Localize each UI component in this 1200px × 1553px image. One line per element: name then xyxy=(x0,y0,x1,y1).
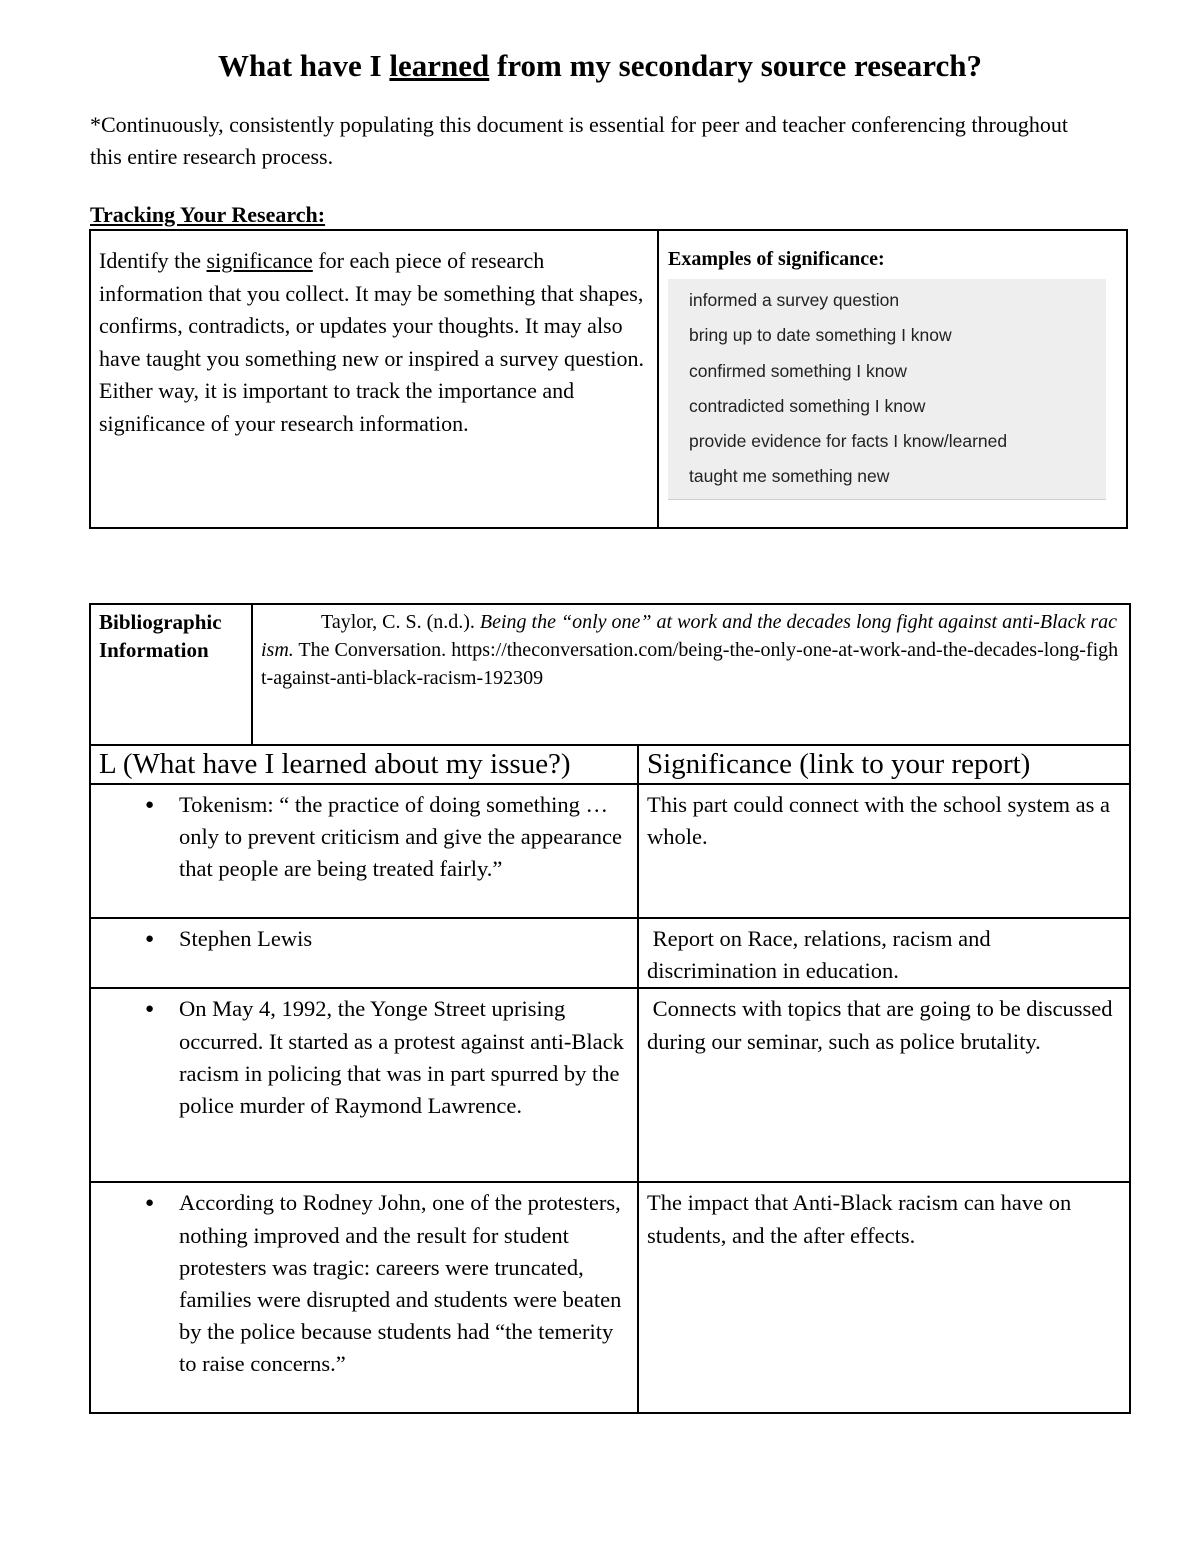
title-underlined-word: learned xyxy=(389,48,490,83)
example-item: contradicted something I know xyxy=(689,395,926,416)
tracking-table xyxy=(89,229,1128,529)
learned-cell xyxy=(90,1182,638,1413)
instructions-start: Identify the xyxy=(99,248,207,273)
table-row xyxy=(90,918,1130,988)
table-row xyxy=(90,988,1130,1182)
bibliography-table xyxy=(89,603,1131,746)
significance-cell: The impact that Anti-Black racism can have on students, and the after effects. xyxy=(638,1182,1130,1413)
intro-note: *Continuously, consistently populating this document is essential for peer and teacher conferencing throughout this entire research process. xyxy=(90,112,1068,169)
learning-table xyxy=(89,744,1131,1414)
significance-cell: Connects with topics that are going to be discussed during our seminar, such as police brutality. xyxy=(638,988,1130,1182)
learned-bullet: ● Tokenism: “ the practice of doing something …only to prevent criticism and give the appearance that people are being treated fairly.” xyxy=(99,785,629,886)
example-item: confirmed something I know xyxy=(689,360,907,381)
tracking-heading: Tracking Your Research: xyxy=(90,202,326,227)
examples-cell xyxy=(658,230,1127,528)
citation-url: https://theconversation.com/being-the-only-one-at-work-and-the-decades-long-fight-against-anti-black-racism-192309 xyxy=(261,639,1119,689)
page-title xyxy=(0,44,1200,88)
significance-column-header: Significance (link to your report) xyxy=(638,745,1130,784)
example-item: informed a survey question xyxy=(689,290,900,310)
learned-cell xyxy=(90,784,638,918)
instructions-rest: for each piece of research information that you collect. It may be something that shapes, confirms, contradicts, or updates your thoughts. It may also have taught you something new or inspired a survey question. Either way, it is important to track the importance and significance of your research information. xyxy=(99,248,645,436)
learned-cell xyxy=(90,988,638,1182)
example-item: bring up to date something I know xyxy=(689,325,952,346)
title-start: What have I xyxy=(217,48,390,83)
citation-author: Taylor, C. S. (n.d.). xyxy=(321,611,480,633)
table-row xyxy=(90,1182,1130,1413)
learned-cell xyxy=(90,918,638,988)
citation-publisher: The Conversation. xyxy=(293,639,447,661)
tracking-instructions xyxy=(90,230,658,528)
title-end: from my secondary source research? xyxy=(489,48,982,83)
examples-heading: Examples of significance: xyxy=(668,248,885,270)
learned-bullet: ● According to Rodney John, one of the protesters, nothing improved and the result for student protesters was tragic: careers were truncated, families were disrupted and students were beaten by the police because students had “the temerity to raise concerns.” xyxy=(99,1183,629,1380)
instructions-underlined-word: significance xyxy=(206,248,313,273)
bibliography-label: Bibliographic Information xyxy=(90,604,252,745)
table-row xyxy=(90,784,1130,918)
example-item: taught me something new xyxy=(689,466,890,487)
citation-title: Being the “only one” at work and the decades long fight against anti-Black racism. xyxy=(261,611,1118,661)
learned-column-header: L (What have I learned about my issue?) xyxy=(90,745,638,784)
significance-cell: This part could connect with the school system as a whole. xyxy=(638,784,1130,918)
bibliography-citation xyxy=(252,604,1130,745)
learned-bullet: ● On May 4, 1992, the Yonge Street uprising occurred. It started as a protest against anti-Black racism in policing that was in part spurred by the police murder of Raymond Lawrence. xyxy=(99,989,629,1122)
examples-list xyxy=(668,279,1106,500)
learned-bullet: ● Stephen Lewis xyxy=(99,919,629,955)
example-item: provide evidence for facts I know/learned xyxy=(689,431,1008,452)
significance-cell: Report on Race, relations, racism and discrimination in education. xyxy=(638,918,1130,988)
